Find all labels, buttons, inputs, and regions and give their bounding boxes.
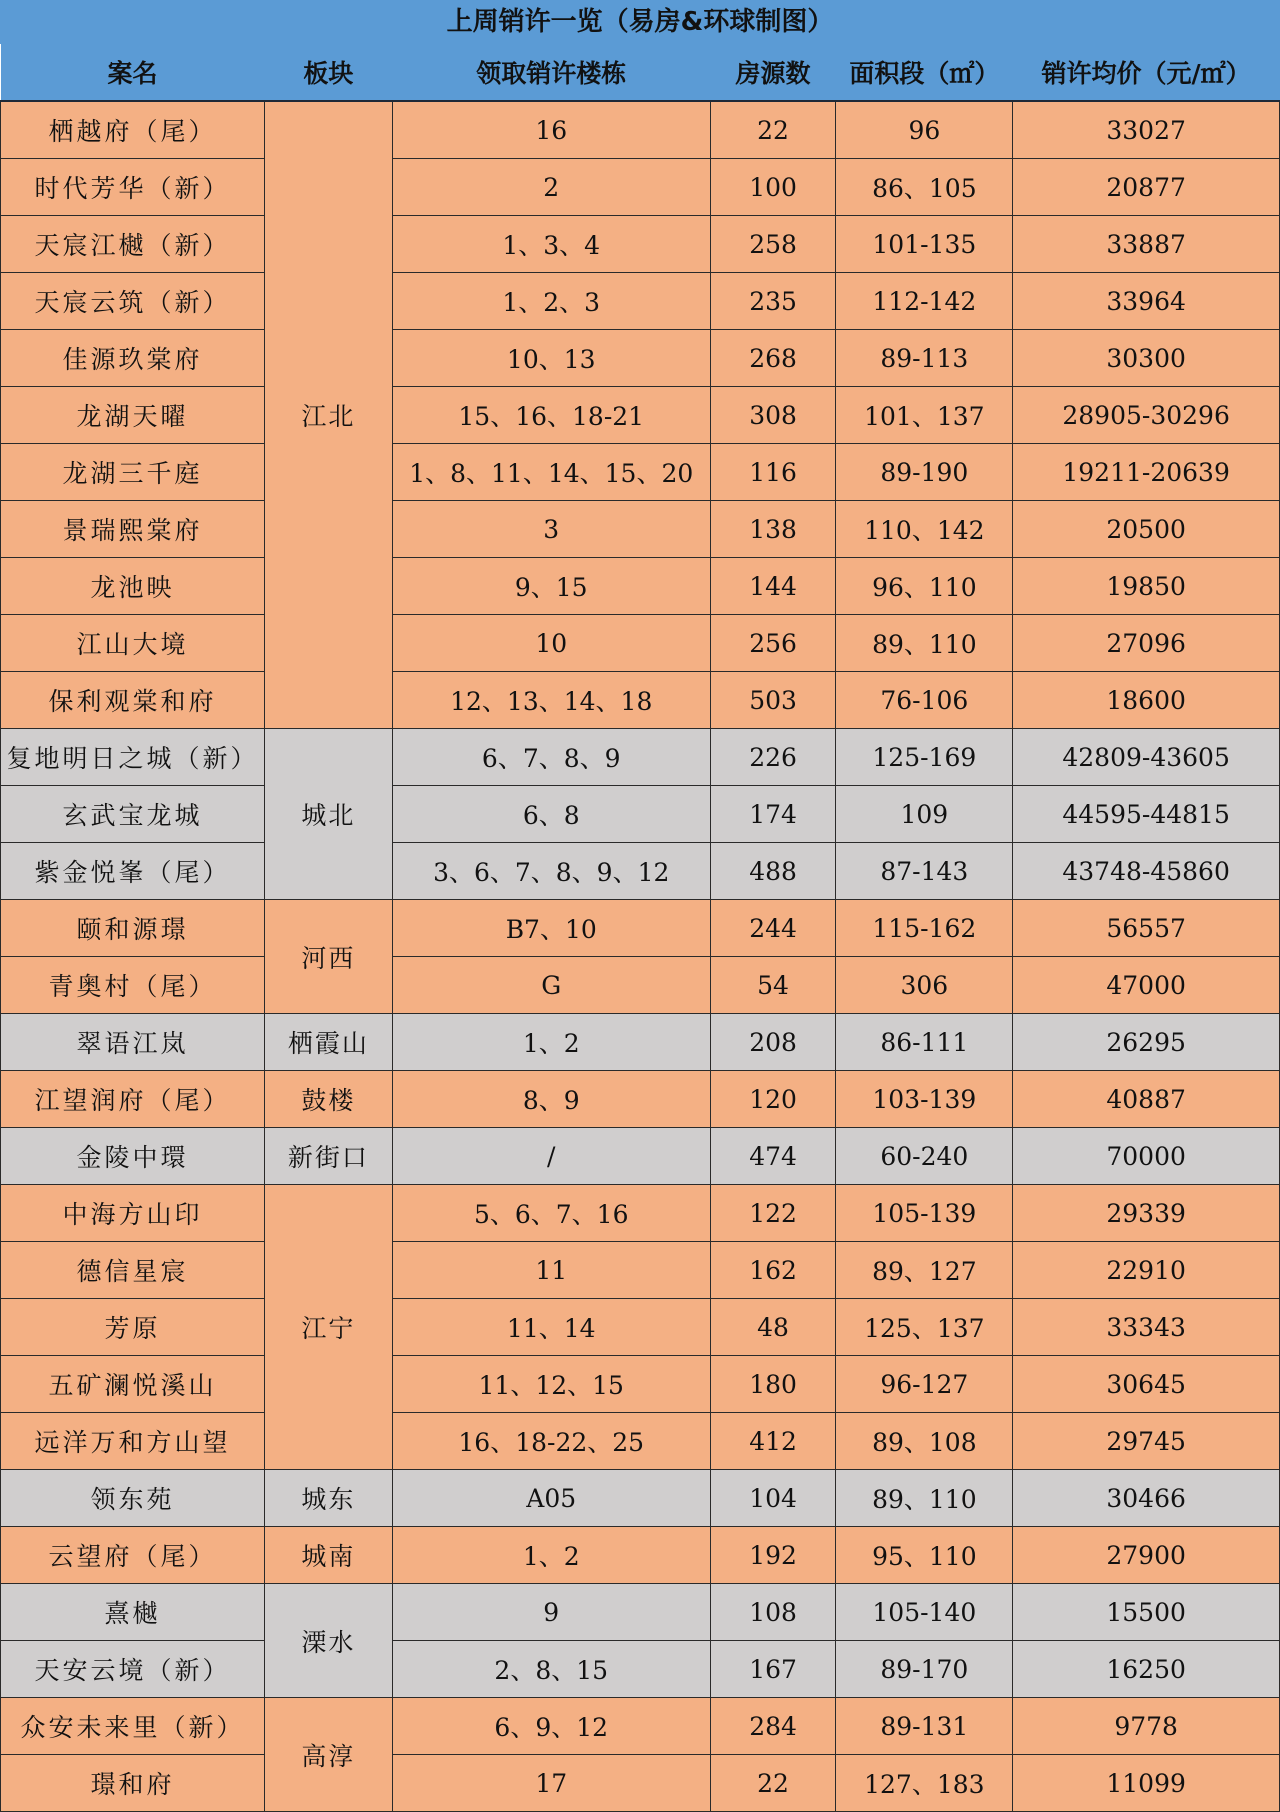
units-cell: 412 [710, 1413, 836, 1470]
units-cell: 244 [710, 900, 836, 957]
buildings-cell: 11 [392, 1242, 710, 1299]
project-name-cell: 江山大境 [1, 615, 265, 672]
project-name-cell: 众安未来里（新） [1, 1698, 265, 1755]
buildings-cell: 11、12、15 [392, 1356, 710, 1413]
table-row [1, 273, 1280, 330]
table-row [1, 159, 1280, 216]
table-row [1, 1755, 1280, 1812]
table-row [1, 387, 1280, 444]
buildings-cell: 10、13 [392, 330, 710, 387]
table-row [1, 216, 1280, 273]
buildings-cell: 8、9 [392, 1071, 710, 1128]
table-row [1, 1242, 1280, 1299]
district-cell: 江宁 [264, 1185, 392, 1470]
table-row [1, 1641, 1280, 1698]
buildings-cell: 10 [392, 615, 710, 672]
area-range-cell: 60-240 [836, 1128, 1013, 1185]
units-cell: 258 [710, 216, 836, 273]
avg-price-cell: 33027 [1013, 101, 1280, 159]
avg-price-cell: 33343 [1013, 1299, 1280, 1356]
area-range-cell: 96 [836, 101, 1013, 159]
table-row [1, 1014, 1280, 1071]
project-name-cell: 金陵中環 [1, 1128, 265, 1185]
area-range-cell: 109 [836, 786, 1013, 843]
project-name-cell: 时代芳华（新） [1, 159, 265, 216]
project-name-cell: 云望府（尾） [1, 1527, 265, 1584]
avg-price-cell: 44595-44815 [1013, 786, 1280, 843]
units-cell: 22 [710, 101, 836, 159]
area-range-cell: 89-190 [836, 444, 1013, 501]
units-cell: 54 [710, 957, 836, 1014]
table-row [1, 786, 1280, 843]
header-district: 板块 [264, 44, 392, 101]
buildings-cell: 1、2、3 [392, 273, 710, 330]
area-range-cell: 89-170 [836, 1641, 1013, 1698]
buildings-cell: 6、7、8、9 [392, 729, 710, 786]
avg-price-cell: 20877 [1013, 159, 1280, 216]
project-name-cell: 玄武宝龙城 [1, 786, 265, 843]
district-cell: 鼓楼 [264, 1071, 392, 1128]
project-name-cell: 璟和府 [1, 1755, 265, 1812]
buildings-cell: 3 [392, 501, 710, 558]
avg-price-cell: 18600 [1013, 672, 1280, 729]
buildings-cell: 1、8、11、14、15、20 [392, 444, 710, 501]
avg-price-cell: 70000 [1013, 1128, 1280, 1185]
avg-price-cell: 19850 [1013, 558, 1280, 615]
avg-price-cell: 27900 [1013, 1527, 1280, 1584]
avg-price-cell: 29339 [1013, 1185, 1280, 1242]
area-range-cell: 103-139 [836, 1071, 1013, 1128]
project-name-cell: 栖越府（尾） [1, 101, 265, 159]
table-row [1, 1071, 1280, 1128]
table-row [1, 444, 1280, 501]
area-range-cell: 306 [836, 957, 1013, 1014]
units-cell: 144 [710, 558, 836, 615]
buildings-cell: 2 [392, 159, 710, 216]
area-range-cell: 89、108 [836, 1413, 1013, 1470]
project-name-cell: 景瑞熙棠府 [1, 501, 265, 558]
buildings-cell: 11、14 [392, 1299, 710, 1356]
units-cell: 474 [710, 1128, 836, 1185]
area-range-cell: 96-127 [836, 1356, 1013, 1413]
area-range-cell: 95、110 [836, 1527, 1013, 1584]
header-buildings: 领取销许楼栋 [392, 44, 710, 101]
units-cell: 48 [710, 1299, 836, 1356]
area-range-cell: 89-131 [836, 1698, 1013, 1755]
area-range-cell: 76-106 [836, 672, 1013, 729]
avg-price-cell: 16250 [1013, 1641, 1280, 1698]
header-area: 面积段（㎡） [836, 44, 1013, 101]
units-cell: 120 [710, 1071, 836, 1128]
table-body [1, 101, 1280, 1812]
units-cell: 503 [710, 672, 836, 729]
project-name-cell: 天宸江樾（新） [1, 216, 265, 273]
district-cell: 江北 [264, 101, 392, 729]
table-row [1, 957, 1280, 1014]
project-name-cell: 翠语江岚 [1, 1014, 265, 1071]
table-row [1, 1527, 1280, 1584]
units-cell: 174 [710, 786, 836, 843]
units-cell: 108 [710, 1584, 836, 1641]
table-row [1, 101, 1280, 159]
table-row [1, 729, 1280, 786]
units-cell: 162 [710, 1242, 836, 1299]
avg-price-cell: 30466 [1013, 1470, 1280, 1527]
project-name-cell: 熹樾 [1, 1584, 265, 1641]
avg-price-cell: 20500 [1013, 501, 1280, 558]
avg-price-cell: 43748-45860 [1013, 843, 1280, 900]
area-range-cell: 86、105 [836, 159, 1013, 216]
project-name-cell: 佳源玖棠府 [1, 330, 265, 387]
units-cell: 208 [710, 1014, 836, 1071]
table-row [1, 1356, 1280, 1413]
header-project-name: 案名 [1, 44, 265, 101]
project-name-cell: 紫金悦峯（尾） [1, 843, 265, 900]
avg-price-cell: 47000 [1013, 957, 1280, 1014]
units-cell: 22 [710, 1755, 836, 1812]
area-range-cell: 112-142 [836, 273, 1013, 330]
buildings-cell: 9、15 [392, 558, 710, 615]
avg-price-cell: 30645 [1013, 1356, 1280, 1413]
area-range-cell: 89、110 [836, 1470, 1013, 1527]
buildings-cell: A05 [392, 1470, 710, 1527]
avg-price-cell: 29745 [1013, 1413, 1280, 1470]
district-cell: 高淳 [264, 1698, 392, 1812]
units-cell: 268 [710, 330, 836, 387]
table-row [1, 1470, 1280, 1527]
area-range-cell: 89-113 [836, 330, 1013, 387]
table-row [1, 1128, 1280, 1185]
area-range-cell: 101、137 [836, 387, 1013, 444]
units-cell: 100 [710, 159, 836, 216]
district-cell: 溧水 [264, 1584, 392, 1698]
project-name-cell: 领东苑 [1, 1470, 265, 1527]
units-cell: 122 [710, 1185, 836, 1242]
project-name-cell: 复地明日之城（新） [1, 729, 265, 786]
avg-price-cell: 26295 [1013, 1014, 1280, 1071]
table-row [1, 330, 1280, 387]
header-price: 销许均价（元/㎡） [1013, 44, 1280, 101]
table-row [1, 672, 1280, 729]
header-units: 房源数 [710, 44, 836, 101]
table-row [1, 501, 1280, 558]
buildings-cell: 6、8 [392, 786, 710, 843]
avg-price-cell: 19211-20639 [1013, 444, 1280, 501]
units-cell: 104 [710, 1470, 836, 1527]
buildings-cell: 9 [392, 1584, 710, 1641]
table-row [1, 1299, 1280, 1356]
buildings-cell: / [392, 1128, 710, 1185]
header-row [1, 44, 1280, 101]
buildings-cell: 6、9、12 [392, 1698, 710, 1755]
district-cell: 城东 [264, 1470, 392, 1527]
units-cell: 488 [710, 843, 836, 900]
buildings-cell: 5、6、7、16 [392, 1185, 710, 1242]
area-range-cell: 105-139 [836, 1185, 1013, 1242]
table-title: 上周销许一览（易房&环球制图） [0, 0, 1280, 44]
buildings-cell: 1、3、4 [392, 216, 710, 273]
avg-price-cell: 11099 [1013, 1755, 1280, 1812]
units-cell: 284 [710, 1698, 836, 1755]
project-name-cell: 五矿澜悦溪山 [1, 1356, 265, 1413]
project-name-cell: 天安云境（新） [1, 1641, 265, 1698]
district-cell: 栖霞山 [264, 1014, 392, 1071]
buildings-cell: G [392, 957, 710, 1014]
area-range-cell: 101-135 [836, 216, 1013, 273]
project-name-cell: 天宸云筑（新） [1, 273, 265, 330]
buildings-cell: 1、2 [392, 1527, 710, 1584]
project-name-cell: 龙湖天曜 [1, 387, 265, 444]
project-name-cell: 中海方山印 [1, 1185, 265, 1242]
units-cell: 192 [710, 1527, 836, 1584]
avg-price-cell: 22910 [1013, 1242, 1280, 1299]
avg-price-cell: 33964 [1013, 273, 1280, 330]
buildings-cell: 2、8、15 [392, 1641, 710, 1698]
area-range-cell: 87-143 [836, 843, 1013, 900]
table-row [1, 1584, 1280, 1641]
avg-price-cell: 56557 [1013, 900, 1280, 957]
area-range-cell: 89、127 [836, 1242, 1013, 1299]
project-name-cell: 龙湖三千庭 [1, 444, 265, 501]
buildings-cell: 15、16、18-21 [392, 387, 710, 444]
sales-permit-table [0, 44, 1280, 1812]
table-row [1, 615, 1280, 672]
avg-price-cell: 40887 [1013, 1071, 1280, 1128]
area-range-cell: 89、110 [836, 615, 1013, 672]
buildings-cell: 3、6、7、8、9、12 [392, 843, 710, 900]
project-name-cell: 江望润府（尾） [1, 1071, 265, 1128]
table-row [1, 1185, 1280, 1242]
area-range-cell: 115-162 [836, 900, 1013, 957]
units-cell: 138 [710, 501, 836, 558]
table-row [1, 1698, 1280, 1755]
units-cell: 256 [710, 615, 836, 672]
units-cell: 116 [710, 444, 836, 501]
area-range-cell: 105-140 [836, 1584, 1013, 1641]
project-name-cell: 德信星宸 [1, 1242, 265, 1299]
units-cell: 180 [710, 1356, 836, 1413]
district-cell: 新街口 [264, 1128, 392, 1185]
buildings-cell: 16、18-22、25 [392, 1413, 710, 1470]
table-row [1, 558, 1280, 615]
area-range-cell: 125-169 [836, 729, 1013, 786]
project-name-cell: 青奥村（尾） [1, 957, 265, 1014]
avg-price-cell: 30300 [1013, 330, 1280, 387]
units-cell: 235 [710, 273, 836, 330]
buildings-cell: 16 [392, 101, 710, 159]
project-name-cell: 芳原 [1, 1299, 265, 1356]
avg-price-cell: 15500 [1013, 1584, 1280, 1641]
units-cell: 167 [710, 1641, 836, 1698]
table-row [1, 843, 1280, 900]
avg-price-cell: 28905-30296 [1013, 387, 1280, 444]
units-cell: 308 [710, 387, 836, 444]
area-range-cell: 127、183 [836, 1755, 1013, 1812]
buildings-cell: 12、13、14、18 [392, 672, 710, 729]
avg-price-cell: 27096 [1013, 615, 1280, 672]
area-range-cell: 86-111 [836, 1014, 1013, 1071]
avg-price-cell: 33887 [1013, 216, 1280, 273]
project-name-cell: 远洋万和方山望 [1, 1413, 265, 1470]
buildings-cell: 1、2 [392, 1014, 710, 1071]
buildings-cell: B7、10 [392, 900, 710, 957]
district-cell: 河西 [264, 900, 392, 1014]
area-range-cell: 125、137 [836, 1299, 1013, 1356]
units-cell: 226 [710, 729, 836, 786]
table-row [1, 900, 1280, 957]
avg-price-cell: 9778 [1013, 1698, 1280, 1755]
buildings-cell: 17 [392, 1755, 710, 1812]
project-name-cell: 保利观棠和府 [1, 672, 265, 729]
area-range-cell: 110、142 [836, 501, 1013, 558]
project-name-cell: 龙池映 [1, 558, 265, 615]
table-row [1, 1413, 1280, 1470]
district-cell: 城北 [264, 729, 392, 900]
avg-price-cell: 42809-43605 [1013, 729, 1280, 786]
area-range-cell: 96、110 [836, 558, 1013, 615]
project-name-cell: 颐和源璟 [1, 900, 265, 957]
district-cell: 城南 [264, 1527, 392, 1584]
